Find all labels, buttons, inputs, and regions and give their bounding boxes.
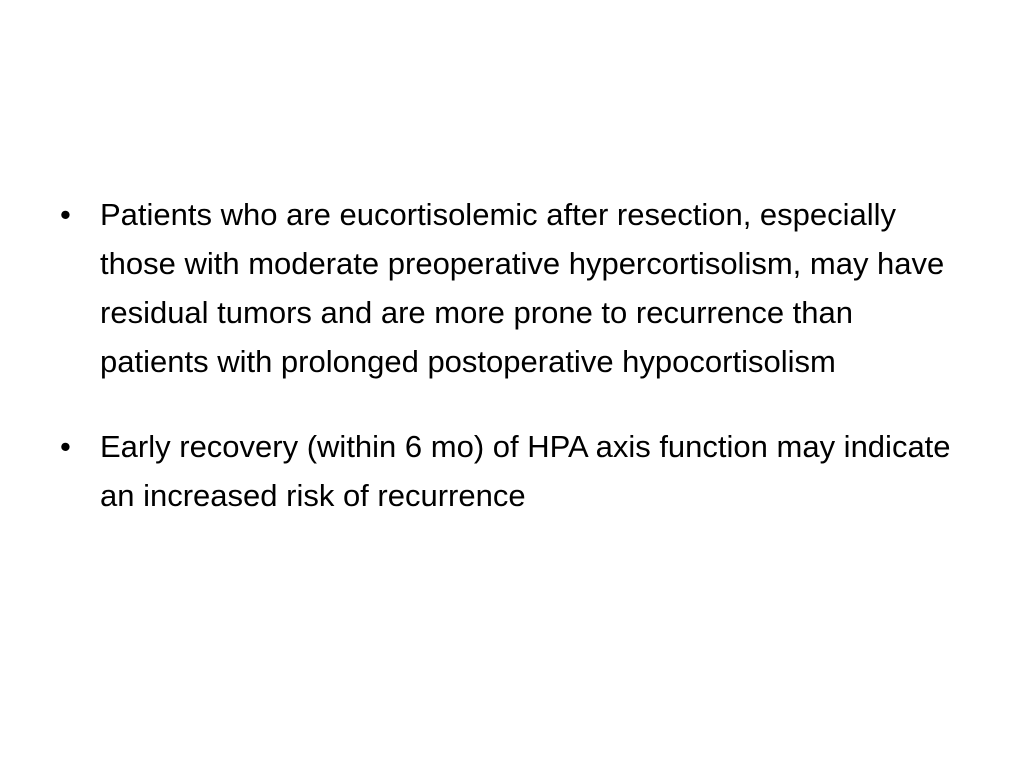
bullet-icon: • — [60, 429, 71, 464]
list-item — [60, 422, 960, 520]
list-item — [60, 190, 960, 386]
bullet-text: Patients who are eucortisolemic after resection, especially those with moderate preoperative hypercortisolism, may have residual tumors and are more prone to recurrence than patients with prolonged postoperative hypocortisolism — [100, 197, 945, 379]
bullet-list — [60, 190, 960, 556]
bullet-icon: • — [60, 197, 71, 232]
bullet-text: Early recovery (within 6 mo) of HPA axis function may indicate an increased risk of recurrence — [100, 429, 951, 513]
